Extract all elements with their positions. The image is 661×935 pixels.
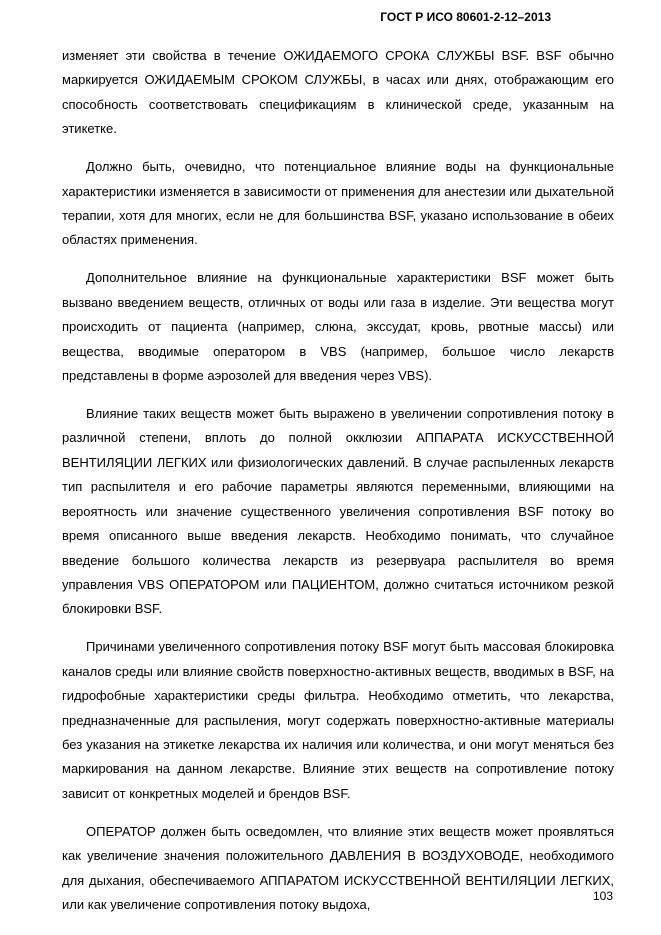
document-header: ГОСТ Р ИСО 80601-2-12–2013 — [380, 10, 551, 24]
body-text — [62, 44, 614, 917]
paragraph: ОПЕРАТОР должен быть осведомлен, что влияние этих веществ может проявляться как увеличение значения положительного ДАВЛЕНИЯ В ВОЗДУХОВОДЕ, необходимого для дыхания, обеспечиваемого АППАРАТОМ ИСКУССТВЕННОЙ ВЕНТИЛЯЦИИ ЛЕГКИХ, или как увеличение сопротивления потоку выдоха, — [62, 823, 614, 912]
page-number: 103 — [592, 889, 613, 903]
paragraph: Должно быть, очевидно, что потенциальное влияние воды на функциональные характеристики изменяется в зависимости от применения для анестезии или дыхательной терапии, хотя для многих, если не для большинства BSF, указано использование в обеих областях применения. — [62, 159, 614, 248]
paragraph: Дополнительное влияние на функциональные характеристики BSF может быть вызвано введением веществ, отличных от воды или газа в изделие. Эти вещества могут происходить от пациента (например, слюна, экссудат, кровь, рвотные массы) или вещества, вводимые оператором в VBS (например, большое число лекарств представлены в форме аэрозолей для введения через VBS). — [62, 270, 614, 384]
paragraph: Влияние таких веществ может быть выражено в увеличении сопротивления потоку в различной степени, вплоть до полной окклюзии АППАРАТА ИСКУССТВЕННОЙ ВЕНТИЛЯЦИИ ЛЕГКИХ или физиологических давлений. В случае распыленных лекарств тип распылителя и его рабочие параметры являются переменными, влияющими на вероятность или значение существенного увеличения сопротивления BSF потоку во время описанного выше введения лекарств. Необходимо понимать, что случайное введение большого количества лекарств из резервуара распылителя во время управления VBS ОПЕРАТОРОМ или ПАЦИЕНТОМ, должно считаться источником резкой блокировки BSF. — [62, 406, 614, 617]
paragraph-continuation: изменяет эти свойства в течение ОЖИДАЕМОГО СРОКА СЛУЖБЫ BSF. BSF обычно маркируется ОЖИДАЕМЫМ СРОКОМ СЛУЖБЫ, в часах или днях, отображающим его способность соответствовать спецификациям в клинической среде, указанным на этикетке. — [62, 48, 614, 137]
paragraph: Причинами увеличенного сопротивления потоку BSF могут быть массовая блокировка каналов среды или влияние свойств поверхностно-активных веществ, вводимых в BSF, на гидрофобные характеристики среды фильтра. Необходимо отметить, что лекарства, предназначенные для распыления, могут содержать поверхностно-активные материалы без указания на этикетке лекарства их наличия или количества, и они могут меняться без маркирования на данном лекарстве. Влияние этих веществ на сопротивление потоку зависит от конкретных моделей и брендов BSF. — [62, 639, 614, 801]
